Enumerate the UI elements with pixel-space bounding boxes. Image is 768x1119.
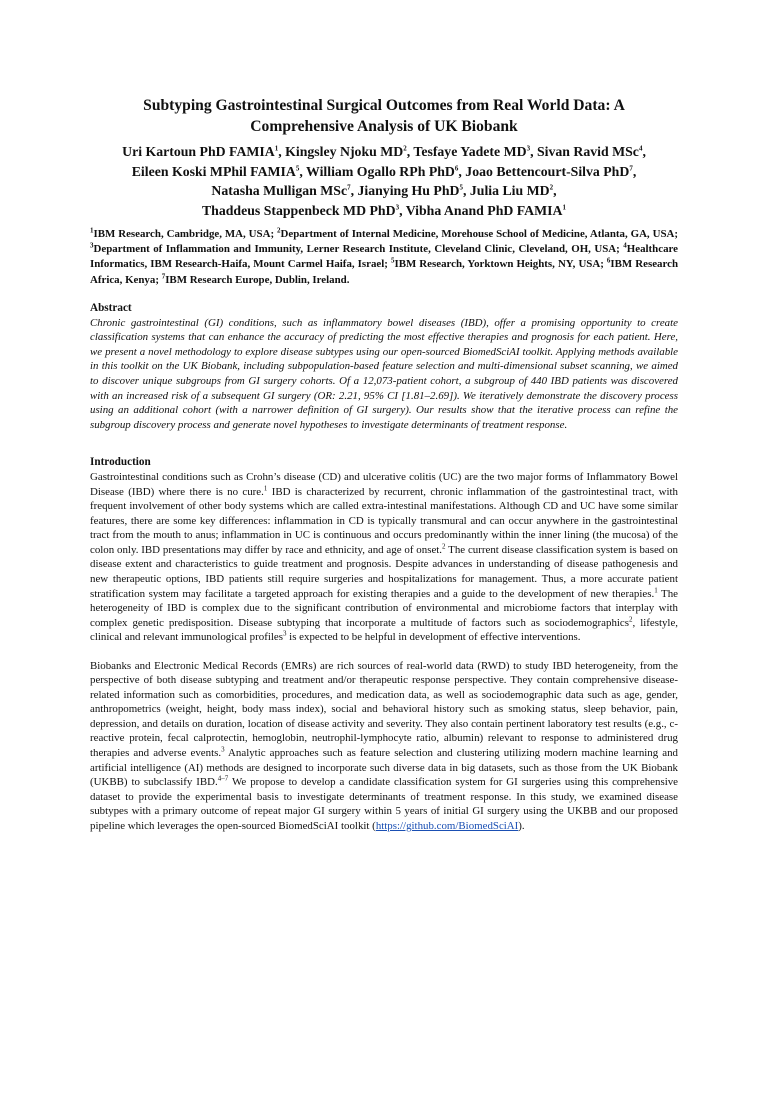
text-run: is expected to be helpful in development of effective interventions. (286, 631, 581, 644)
author-name: Jianying Hu PhD (357, 183, 460, 198)
author-separator: , (278, 144, 286, 159)
author-separator: , (553, 183, 557, 198)
author-separator: , (299, 163, 307, 179)
affiliation-number: 6 (606, 256, 611, 265)
author-affiliation-mark: 7 (629, 163, 633, 172)
affiliation-list (90, 227, 678, 288)
paper-page (0, 95, 768, 1119)
author-name: Joao Bettencourt-Silva PhD (465, 163, 630, 179)
intro-paragraph-1 (90, 470, 678, 645)
text-run: ). (518, 819, 525, 832)
author-separator: , (462, 183, 470, 198)
affiliation-number: 5 (390, 256, 395, 265)
affiliation-number: 3 (90, 241, 94, 250)
affiliation-number: 2 (277, 226, 281, 235)
affiliation-text: Healthcare Informatics, IBM Research-Haifa, Mount Carmel Haifa, Israel; (90, 243, 678, 271)
citation-superscript: 4–7 (217, 774, 229, 783)
abstract-heading: Abstract (90, 301, 132, 314)
author-separator: , (399, 202, 406, 218)
citation-superscript: 1 (263, 484, 268, 493)
author-list (90, 142, 678, 220)
citation-superscript: 3 (282, 629, 287, 638)
author-name: Julia Liu MD (469, 183, 550, 198)
author-separator: , (632, 163, 637, 179)
text-run: The current disease classification system is based on disease extent and characteristics to guide treatment and prognosis. Despite advances in understanding of disease pathogenesis and new therapeutic options, IBD patients still require surgeries and hospitalizations for management. Thus, a more accurate patient stratification system may facilitate a targeted approach for existing therapies and a guide to the development of new therapies. (90, 543, 678, 600)
author-name: Sivan Ravid MSc (536, 144, 639, 159)
author-affiliation-mark: 1 (274, 144, 279, 153)
author-affiliation-mark: 1 (562, 202, 567, 211)
author-affiliation-mark: 4 (638, 144, 643, 153)
text-run: The heterogeneity of IBD is complex due to the significant contribution of environmental and microbiome factors that interplay with complex genetic predisposition. Disease subtyping that incorporate a multitude of factors such as sociodemographics (90, 587, 678, 629)
citation-superscript: 2 (442, 542, 446, 551)
author-name: Tesfaye Yadete MD (413, 144, 527, 159)
affiliation-text: Department of Internal Medicine, Morehouse School of Medicine, Atlanta, GA, USA; (280, 228, 678, 240)
author-separator: , (406, 144, 414, 159)
affiliation-text: IBM Research Europe, Dublin, Ireland. (165, 273, 350, 286)
introduction-heading: Introduction (90, 456, 151, 469)
author-name: William Ogallo RPh PhD (306, 163, 455, 179)
author-affiliation-mark: 2 (549, 183, 554, 192)
github-link[interactable]: https://github.com/BiomedSciAI (375, 819, 519, 832)
author-affiliation-mark: 6 (454, 163, 459, 172)
paper-title: Subtyping Gastrointestinal Surgical Outcomes from Real World Data: A Comprehensive Analysis of UK Biobank (143, 97, 625, 135)
author-affiliation-mark: 5 (295, 163, 300, 172)
citation-superscript: 1 (654, 585, 658, 594)
author-affiliation-mark: 7 (347, 183, 351, 192)
author-name: Vibha Anand PhD FAMIA (405, 202, 563, 218)
abstract-text: Chronic gastrointestinal (GI) conditions, such as inflammatory bowel diseases (IBD), offer a promising opportunity to create classification systems that can enhance the accuracy of predicting the most effective therapies and prognosis for each patient. Here, we present a novel methodology to explore disease subtypes using our open-sourced BiomedSciAI toolkit. Applying methods available in this toolkit on the UK Biobank, including subpopulation-based feature selection and multi-dimensional subset scanning, we aimed to discover unique subgroups from GI surgery cohorts. Of a 12,073-patient cohort, a subgroup of 440 IBD patients was discovered with an increased risk of a subsequent GI surgery (OR: 2.21, 95% CI [1.81–2.69]). We iteratively demonstrate the discovery process using an additional cohort (with a narrower definition of GI surgery). Our results show that the iterative process can refine the subgroup discovery process and generate novel hypotheses to investigate determinants of treatment response. (90, 316, 678, 431)
author-separator: , (458, 163, 466, 179)
text-run: , lifestyle, clinical and relevant immunological profiles (90, 616, 679, 644)
text-run: Biobanks and Electronic Medical Records (EMRs) are rich sources of real-world data (RWD) to study IBD heterogeneity, from the perspective of both disease subtyping and treatment and/or therapeutic response perspective. They contain comprehensive disease-related information such as comorbidities, procedures, and medication data, as well as sociodemographic data such as age, gender, anthropometrics (weight, height, body mass index), social and behavioral history such as smoking status, sleep behavior, pain, depression, and details on duration, location of disease activity and severity. They also contain pertinent laboratory test results (e.g., c-reactive protein, fecal calprotectin, hemoglobin, neutrophil-lymphocyte ratio, albumin) relevant to response to administered drug therapies and adverse events. (90, 659, 678, 760)
text-run: Analytic approaches such as feature selection and clustering utilizing modern machine learning and artificial intelligence (AI) methods are designed to incorporate such diverse data in big datasets, such as those from the UK Biobank (UKBB) to subclassify IBD. (90, 747, 678, 789)
author-affiliation-mark: 5 (459, 183, 463, 192)
text-run: We propose to develop a candidate classification system for GI surgeries using this comprehensive dataset to provide the experimental basis to investigate determinants of treatment response. In this study, we examined disease subtypes with a primary outcome of repeat major GI surgery within 5 years of initial GI surgery using the UKBB and our proposed pipeline which leverages the open-sourced BiomedSciAI toolkit ( (90, 776, 679, 832)
affiliation-number: 4 (623, 241, 627, 250)
affiliation-text: IBM Research Africa, Kenya; (90, 258, 679, 286)
author-separator: , (350, 183, 358, 198)
author-affiliation-mark: 3 (395, 202, 400, 211)
author-name: Natasha Mulligan MSc (211, 183, 348, 198)
citation-superscript: 2 (629, 615, 633, 624)
affiliation-number: 7 (161, 271, 166, 280)
text-run: Gastrointestinal conditions such as Crohn’s disease (CD) and ulcerative colitis (UC) are the two major forms of Inflammatory Bowel Disease (IBD) where there is no cure. (90, 471, 678, 498)
author-affiliation-mark: 2 (403, 144, 407, 153)
intro-paragraph-2 (90, 659, 678, 834)
affiliation-number: 1 (90, 226, 94, 235)
author-separator: , (530, 144, 537, 159)
author-name: Thaddeus Stappenbeck MD PhD (201, 202, 396, 218)
author-name: Kingsley Njoku MD (285, 144, 404, 159)
citation-superscript: 3 (221, 745, 225, 754)
author-separator: , (642, 144, 646, 159)
text-run: IBD is characterized by recurrent, chronic inflammation of the gastrointestinal tract, with frequent involvement of other body systems which are called extra-intestinal manifestations. Although CD and UC have some similar features, there are some key differences: inflammation in CD is typically transmural and can occur anywhere in the gastrointestinal tract from the mouth to anus; inflammation in UC is continuous and occurs predominantly within the inner lining (the mucosa) of the colon only. IBD presentations may differ by race and ethnicity, and age of onset. (90, 485, 678, 556)
author-affiliation-mark: 3 (526, 144, 531, 153)
affiliation-text: IBM Research, Yorktown Heights, NY, USA; (394, 258, 607, 271)
author-name: Uri Kartoun PhD FAMIA (122, 144, 275, 159)
affiliation-text: Department of Inflammation and Immunity, Lerner Research Institute, Cleveland Clinic, Cleveland, OH, USA; (93, 243, 624, 256)
author-name: Eileen Koski MPhil FAMIA (131, 163, 296, 179)
affiliation-text: IBM Research, Cambridge, MA, USA; (93, 228, 278, 240)
